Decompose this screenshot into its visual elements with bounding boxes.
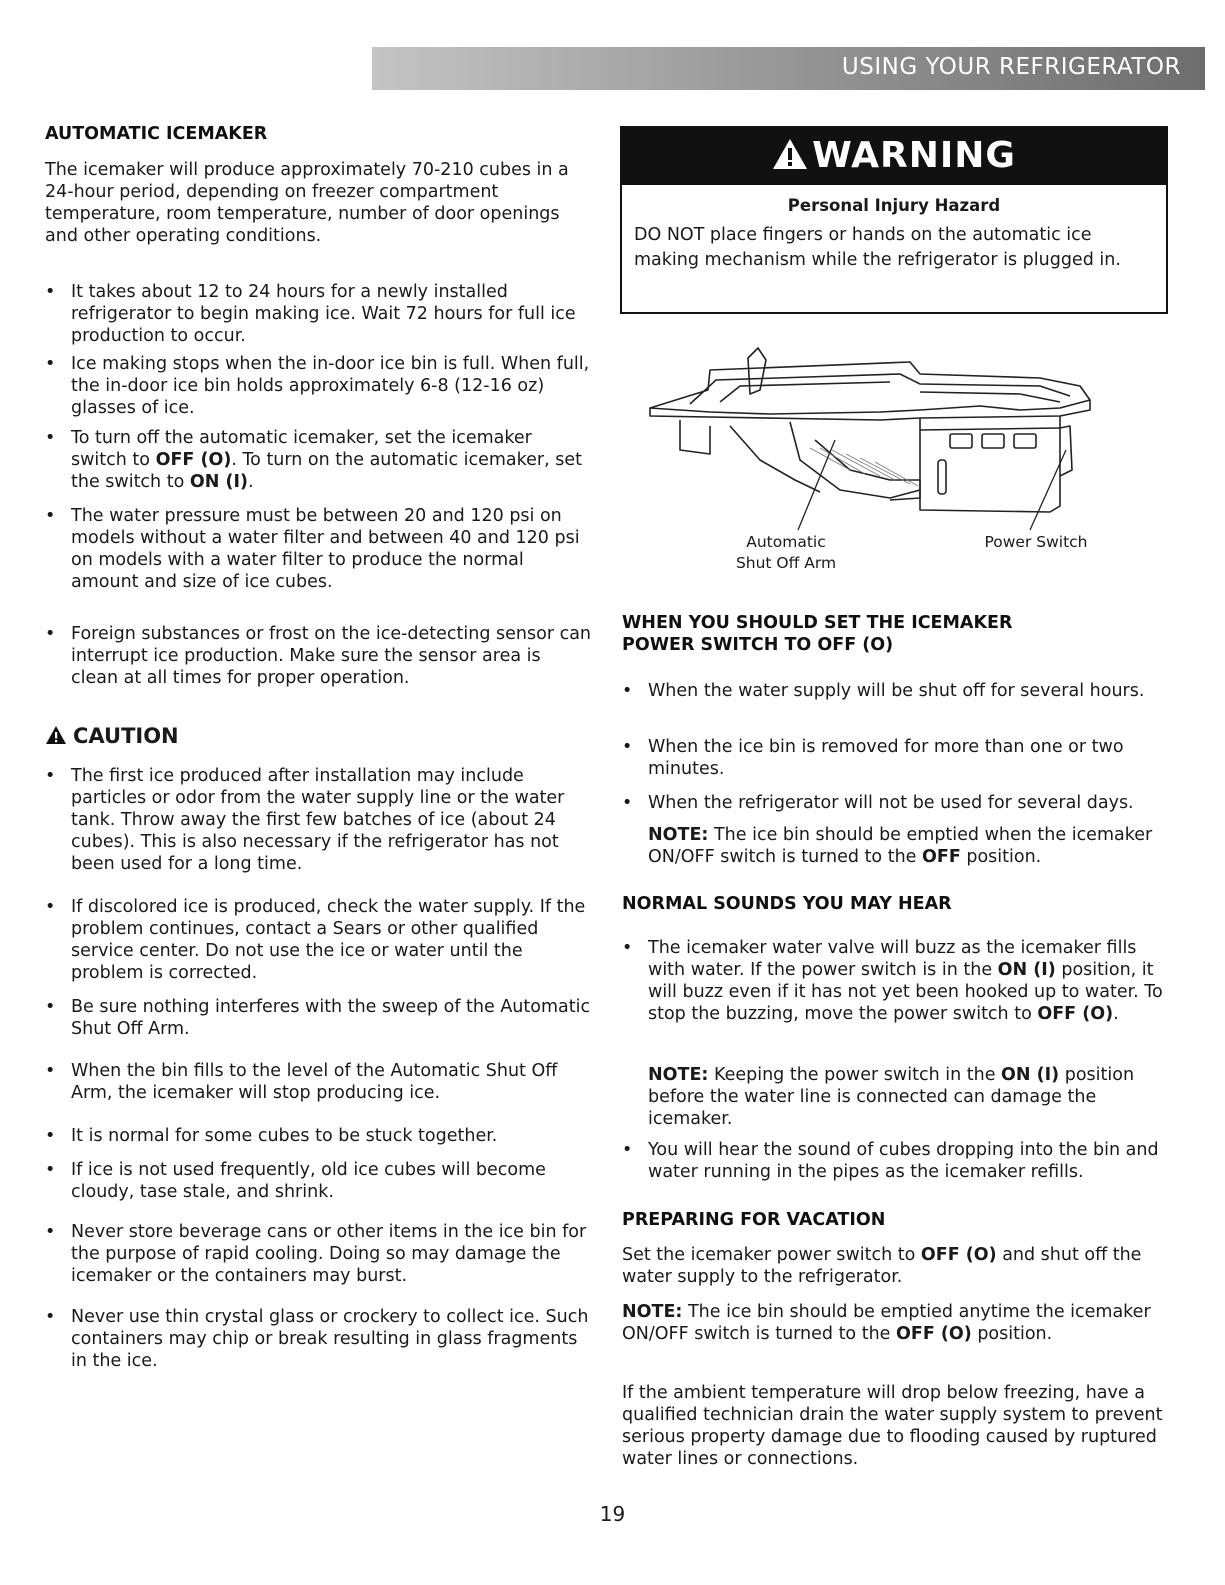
list-item bbox=[45, 996, 593, 1040]
vacation-paragraph bbox=[622, 1244, 1170, 1288]
list-item bbox=[622, 792, 1177, 814]
sounds-note bbox=[648, 1064, 1174, 1130]
warning-text: DO NOT place fingers or hands on the automatic ice making mechanism while the refrigerator is plugged in. bbox=[634, 225, 1121, 270]
bullet-text-pre: To turn off the automatic icemaker, set the icemaker switch to bbox=[71, 428, 532, 470]
bullet-dot: • bbox=[45, 506, 56, 526]
bullet-text: Never use thin crystal glass or crockery to collect ice. Such containers may chip or break resulting in glass fragments in the ice. bbox=[71, 1307, 589, 1371]
list-item bbox=[45, 765, 593, 875]
bullet-text: If ice is not used frequently, old ice cubes will become cloudy, tase stale, and shrink. bbox=[71, 1160, 546, 1202]
bullet-text: When the ice bin is removed for more than one or two minutes. bbox=[648, 737, 1124, 779]
warning-band bbox=[622, 128, 1166, 185]
bullet-text: The first ice produced after installation may include particles or odor from the water supply line or the water tank. Throw away the first few batches of ice (about 24 cubes). This is also necessary if the refrigerator has not been used for a long time. bbox=[71, 766, 565, 874]
bullet-text-bold: OFF (O) bbox=[155, 450, 232, 470]
note-text-bold: OFF bbox=[921, 847, 961, 867]
icemaker-illustration bbox=[620, 330, 1180, 540]
note-text-pre: The ice bin should be emptied when the icemaker ON/OFF switch is turned to the bbox=[648, 825, 1153, 867]
list-item bbox=[45, 427, 593, 493]
note-text-pre: The ice bin should be emptied anytime the icemaker ON/OFF switch is turned to the bbox=[622, 1302, 1151, 1344]
vacation-text-pre: Set the icemaker power switch to bbox=[622, 1245, 921, 1265]
note-label: NOTE: bbox=[622, 1302, 683, 1322]
bullet-text: Ice making stops when the in-door ice bin is full. When full, the in-door ice bin holds approximately 6-8 (12-16 oz) glasses of ice. bbox=[71, 354, 590, 418]
icemaker-diagram bbox=[620, 330, 1180, 572]
shut-off-arm-label bbox=[716, 532, 856, 574]
vacation-note bbox=[622, 1301, 1170, 1345]
list-item bbox=[45, 1221, 593, 1287]
note-text-bold: OFF (O) bbox=[895, 1324, 972, 1344]
list-item bbox=[45, 281, 593, 347]
bullet-dot: • bbox=[45, 1160, 56, 1180]
vacation-text-post: and shut off the water supply to the refrigerator. bbox=[622, 1245, 1142, 1287]
bullet-dot: • bbox=[45, 897, 56, 917]
list-item bbox=[45, 353, 593, 419]
caution-heading bbox=[45, 723, 179, 751]
bullet-dot: • bbox=[45, 282, 56, 302]
bullet-dot: • bbox=[622, 938, 633, 958]
vacation-heading: PREPARING FOR VACATION bbox=[622, 1210, 886, 1230]
list-item bbox=[622, 1139, 1170, 1183]
list-item bbox=[45, 1125, 593, 1147]
bullet-text-post: . bbox=[1113, 1004, 1119, 1024]
bullet-text: When the water supply will be shut off for several hours. bbox=[648, 681, 1145, 701]
bullet-text-bold: ON (I) bbox=[189, 472, 248, 492]
note-label: NOTE: bbox=[648, 1065, 709, 1085]
caution-heading-text: CAUTION bbox=[73, 724, 179, 748]
list-item bbox=[45, 896, 593, 984]
bullet-text-mid: position, it will buzz even if it has not yet been hooked up to water. To stop the buzzing, move the power switch to bbox=[648, 960, 1163, 1024]
bullet-dot: • bbox=[622, 681, 633, 701]
bullet-dot: • bbox=[45, 1126, 56, 1146]
bullet-text: When the refrigerator will not be used for several days. bbox=[648, 793, 1134, 813]
list-item bbox=[622, 937, 1174, 1025]
warning-box bbox=[620, 126, 1168, 314]
shut-off-arm-label-line2: Shut Off Arm bbox=[735, 554, 837, 572]
warning-title-text: WARNING bbox=[812, 135, 1016, 176]
list-item bbox=[45, 623, 593, 689]
off-heading bbox=[622, 612, 1012, 656]
off-note bbox=[648, 824, 1176, 868]
bullet-dot: • bbox=[45, 1061, 56, 1081]
vacation-freeze-paragraph: If the ambient temperature will drop below freezing, have a qualified technician drain the water supply system to prevent serious property damage due to flooding caused by ruptured water lines or connections. bbox=[622, 1383, 1163, 1469]
list-item bbox=[622, 680, 1170, 702]
bullet-text: It takes about 12 to 24 hours for a newly installed refrigerator to begin making ice. Wait 72 hours for full ice production to occur. bbox=[71, 282, 576, 346]
bullet-text: If discolored ice is produced, check the water supply. If the problem continues, contact a Sears or other qualified service center. Do not use the ice or water until the problem is corrected. bbox=[71, 897, 586, 983]
vacation-text-bold: OFF (O) bbox=[920, 1245, 997, 1265]
list-item bbox=[45, 1306, 593, 1372]
warning-subtitle: Personal Injury Hazard bbox=[787, 196, 1001, 215]
bullet-dot: • bbox=[45, 997, 56, 1017]
section-header-bar bbox=[372, 47, 1205, 90]
section-header-title: USING YOUR REFRIGERATOR bbox=[841, 54, 1181, 80]
list-item bbox=[45, 1060, 593, 1104]
bullet-text: Never store beverage cans or other items in the ice bin for the purpose of rapid cooling. Doing so may damage the icemaker or the containers may burst. bbox=[71, 1222, 587, 1286]
list-item bbox=[45, 1159, 593, 1203]
bullet-text-pre: The icemaker water valve will buzz as the icemaker fills with water. If the power switch is in the bbox=[648, 938, 1137, 980]
page-number: 19 bbox=[599, 1502, 626, 1526]
bullet-text-bold: OFF (O) bbox=[1037, 1004, 1114, 1024]
bullet-text: You will hear the sound of cubes dropping into the bin and water running in the pipes as the icemaker refills. bbox=[648, 1140, 1159, 1182]
warning-triangle-icon bbox=[772, 137, 808, 181]
note-text-bold: ON (I) bbox=[1001, 1065, 1060, 1085]
bullet-dot: • bbox=[45, 1222, 56, 1242]
bullet-text: Be sure nothing interferes with the sweep of the Automatic Shut Off Arm. bbox=[71, 997, 591, 1039]
note-label: NOTE: bbox=[648, 825, 709, 845]
bullet-text-bold: ON (I) bbox=[997, 960, 1056, 980]
icemaker-intro: The icemaker will produce approximately 70-210 cubes in a 24-hour period, depending on freezer compartment temperature, room temperature, number of door openings and other operating conditions. bbox=[45, 160, 569, 246]
sounds-heading: NORMAL SOUNDS YOU MAY HEAR bbox=[622, 894, 952, 914]
off-heading-line1: WHEN YOU SHOULD SET THE ICEMAKER bbox=[622, 613, 1013, 633]
bullet-dot: • bbox=[45, 1307, 56, 1327]
note-text-post: position before the water line is connected can damage the icemaker. bbox=[648, 1065, 1135, 1129]
bullet-text-mid: . To turn on the automatic icemaker, set the switch to bbox=[71, 450, 583, 492]
bullet-dot: • bbox=[622, 1140, 633, 1160]
note-text-pre: Keeping the power switch in the bbox=[708, 1065, 1002, 1085]
list-item bbox=[45, 505, 593, 593]
warning-title bbox=[622, 134, 1166, 181]
off-heading-line2: POWER SWITCH TO OFF (O) bbox=[622, 635, 894, 655]
bullet-dot: • bbox=[45, 354, 56, 374]
shut-off-arm-label-line1: Automatic bbox=[746, 533, 826, 551]
list-item bbox=[622, 736, 1170, 780]
note-text-post: position. bbox=[960, 847, 1042, 867]
note-text-post: position. bbox=[971, 1324, 1053, 1344]
power-switch-label: Power Switch bbox=[984, 533, 1088, 551]
bullet-dot: • bbox=[622, 793, 633, 813]
bullet-text: The water pressure must be between 20 and 120 psi on models without a water filter and between 40 and 120 psi on models with a water filter to produce the normal amount and size of ice cubes. bbox=[71, 506, 580, 592]
bullet-text: Foreign substances or frost on the ice-detecting sensor can interrupt ice production. Make sure the sensor area is clean at all times for proper operation. bbox=[71, 624, 592, 688]
bullet-text-post: . bbox=[247, 472, 254, 492]
bullet-text: When the bin fills to the level of the Automatic Shut Off Arm, the icemaker will stop producing ice. bbox=[71, 1061, 558, 1103]
bullet-dot: • bbox=[622, 737, 633, 757]
icemaker-heading: AUTOMATIC ICEMAKER bbox=[45, 124, 268, 144]
bullet-dot: • bbox=[45, 766, 56, 786]
bullet-text: It is normal for some cubes to be stuck together. bbox=[71, 1126, 498, 1146]
bullet-dot: • bbox=[45, 624, 56, 644]
bullet-dot: • bbox=[45, 428, 56, 448]
caution-triangle-icon bbox=[45, 725, 67, 751]
